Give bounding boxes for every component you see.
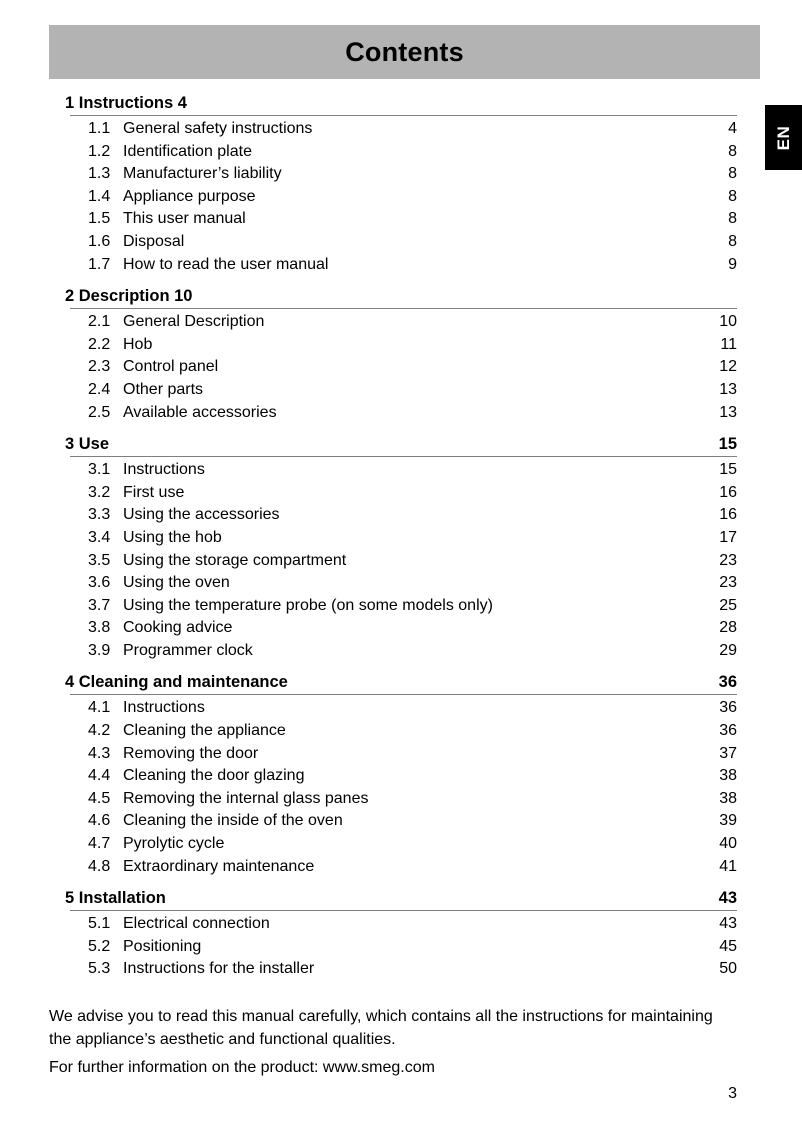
toc-entry-page: 36: [719, 699, 737, 717]
toc-entry-page: 25: [719, 596, 737, 614]
toc-entry-label: Programmer clock: [123, 641, 253, 659]
contents-header-band: [49, 25, 760, 79]
toc-entry-label: Pyrolytic cycle: [123, 835, 225, 853]
toc-entry-page: 36: [719, 722, 737, 740]
toc-entry-number: 5.1: [88, 915, 111, 933]
toc-entry-page: 16: [719, 483, 737, 501]
toc-entry[interactable]: [88, 856, 737, 879]
toc-chapter-title: 5 Installation: [65, 889, 166, 908]
toc-entry-page: 38: [719, 767, 737, 785]
toc-entry-label: Manufacturer’s liability: [123, 165, 282, 183]
toc-entry[interactable]: [88, 118, 737, 141]
toc-entry-number: 4.3: [88, 744, 111, 762]
toc-entry-page: 15: [719, 461, 737, 479]
toc-chapter-title: 4 Cleaning and maintenance: [65, 673, 288, 692]
toc-entry-number: 3.3: [88, 506, 111, 524]
toc-entry[interactable]: [88, 482, 737, 505]
toc-entry[interactable]: [88, 504, 737, 527]
toc-entry-page: 8: [728, 142, 737, 160]
toc-entry-number: 1.2: [88, 142, 111, 160]
toc-entry-label: Extraordinary maintenance: [123, 857, 315, 875]
toc-entry[interactable]: [88, 640, 737, 663]
toc-entry[interactable]: [88, 765, 737, 788]
toc-entry-page: 13: [719, 403, 737, 421]
toc-entry-page: 17: [719, 528, 737, 546]
toc-entry[interactable]: [88, 231, 737, 254]
toc-entry-number: 4.6: [88, 812, 111, 830]
toc-chapter-rule: [70, 456, 737, 457]
toc-entry[interactable]: [88, 833, 737, 856]
toc-entry-page: 10: [719, 313, 737, 331]
toc-entry-label: Disposal: [123, 232, 185, 250]
page-title: Contents: [345, 36, 464, 67]
toc-entry[interactable]: [88, 936, 737, 959]
toc-entry[interactable]: [88, 334, 737, 357]
toc-entry[interactable]: [88, 595, 737, 618]
toc-entry-list: [0, 311, 802, 424]
toc-chapter-page: 43: [718, 889, 737, 908]
toc-chapter-page: 15: [718, 435, 737, 454]
toc-entry-number: 4.8: [88, 857, 111, 875]
toc-entry[interactable]: [88, 254, 737, 277]
toc-entry-label: Cooking advice: [123, 619, 233, 637]
toc-entry[interactable]: [88, 311, 737, 334]
toc-entry-number: 4.4: [88, 767, 111, 785]
toc-entry[interactable]: [88, 720, 737, 743]
toc-entry[interactable]: [88, 459, 737, 482]
toc-chapter: [0, 92, 802, 276]
toc-chapter-rule: [70, 115, 737, 116]
toc-entry-label: Using the hob: [123, 528, 222, 546]
toc-entry-label: First use: [123, 483, 185, 501]
toc-entry-label: General safety instructions: [123, 120, 313, 137]
toc-entry-number: 3.9: [88, 641, 111, 659]
toc-entry-label: Using the temperature probe (on some models only): [123, 596, 493, 614]
toc-entry-page: 28: [719, 619, 737, 637]
toc-entry-page: 43: [719, 915, 737, 933]
toc-chapter-page: 36: [718, 673, 737, 692]
toc-chapter-title: 2 Description 10: [65, 287, 193, 306]
toc-entry-number: 3.2: [88, 483, 111, 501]
toc-entry-page: 9: [728, 255, 737, 273]
language-tab-label: EN: [773, 125, 793, 150]
table-of-contents: [0, 92, 802, 981]
toc-chapter-title: 1 Instructions 4: [65, 94, 187, 112]
toc-entry-page: 38: [719, 789, 737, 807]
page-number: 3: [728, 1085, 737, 1102]
toc-entry-label: Other parts: [123, 380, 204, 398]
footer-paragraph-2: For further information on the product: www.smeg.com: [49, 1059, 435, 1076]
toc-entry-label: Cleaning the appliance: [123, 722, 286, 740]
toc-entry-list: [0, 697, 802, 878]
toc-entry-page: 50: [719, 960, 737, 978]
toc-entry-number: 5.2: [88, 937, 111, 955]
toc-entry-list: [0, 913, 802, 981]
toc-entry-number: 3.1: [88, 461, 111, 479]
toc-entry-label: Removing the door: [123, 744, 259, 762]
toc-entry-label: Instructions: [123, 699, 205, 717]
toc-entry-number: 1.5: [88, 210, 111, 228]
toc-entry[interactable]: [88, 697, 737, 720]
toc-chapter-heading[interactable]: [65, 671, 737, 694]
toc-entry-label: This user manual: [123, 210, 246, 228]
toc-entry-page: 8: [728, 210, 737, 228]
toc-chapter-heading[interactable]: [65, 285, 737, 308]
toc-entry[interactable]: [88, 527, 737, 550]
toc-entry-label: How to read the user manual: [123, 255, 329, 273]
toc-entry-number: 1.6: [88, 232, 111, 250]
toc-entry-number: 3.8: [88, 619, 111, 637]
toc-chapter-rule: [70, 910, 737, 911]
toc-entry-label: Using the oven: [123, 574, 230, 592]
toc-entry[interactable]: [88, 958, 737, 981]
toc-entry-page: 41: [719, 857, 737, 875]
toc-chapter: [0, 433, 802, 662]
toc-entry[interactable]: [88, 617, 737, 640]
toc-entry[interactable]: [88, 572, 737, 595]
toc-entry-label: General Description: [123, 313, 265, 331]
toc-entry-label: Identification plate: [123, 142, 252, 160]
toc-chapter: [0, 671, 802, 878]
toc-entry-number: 1.7: [88, 255, 111, 273]
toc-entry-number: 5.3: [88, 960, 111, 978]
toc-entry-label: Using the accessories: [123, 506, 280, 524]
toc-entry-number: 2.2: [88, 335, 111, 353]
toc-entry-label: Using the storage compartment: [123, 551, 347, 569]
toc-entry-number: 2.5: [88, 403, 111, 421]
toc-entry[interactable]: [88, 788, 737, 811]
toc-entry-number: 4.1: [88, 699, 111, 717]
toc-entry[interactable]: [88, 163, 737, 186]
toc-entry-page: 4: [728, 120, 737, 137]
toc-entry-label: Instructions for the installer: [123, 960, 315, 978]
toc-entry-label: Available accessories: [123, 403, 277, 421]
toc-chapter-heading[interactable]: [65, 433, 737, 456]
toc-entry-number: 3.5: [88, 551, 111, 569]
toc-entry-page: 29: [719, 641, 737, 659]
toc-entry-number: 1.3: [88, 165, 111, 183]
toc-entry[interactable]: [88, 810, 737, 833]
toc-entry-label: Cleaning the inside of the oven: [123, 812, 343, 830]
toc-entry-number: 1.1: [88, 120, 111, 137]
toc-entry-page: 11: [720, 335, 737, 353]
toc-entry-page: 8: [728, 187, 737, 205]
toc-entry-label: Removing the internal glass panes: [123, 789, 369, 807]
toc-entry[interactable]: [88, 186, 737, 209]
toc-entry[interactable]: [88, 141, 737, 164]
toc-chapter-heading[interactable]: [65, 92, 737, 115]
toc-entry-number: 4.7: [88, 835, 111, 853]
toc-entry-number: 2.1: [88, 313, 111, 331]
toc-entry[interactable]: [88, 402, 737, 425]
toc-entry-number: 4.2: [88, 722, 111, 740]
toc-entry[interactable]: [88, 379, 737, 402]
toc-entry-page: 37: [719, 744, 737, 762]
toc-entry-page: 8: [728, 165, 737, 183]
footer-note: [49, 1005, 729, 1079]
toc-entry-page: 13: [719, 380, 737, 398]
toc-entry-page: 16: [719, 506, 737, 524]
toc-entry-number: 2.4: [88, 380, 111, 398]
toc-entry-list: [0, 459, 802, 662]
toc-entry-number: 2.3: [88, 358, 111, 376]
toc-entry-list: [0, 118, 802, 276]
toc-entry-label: Cleaning the door glazing: [123, 767, 305, 785]
toc-chapter: [0, 887, 802, 981]
toc-entry-number: 3.4: [88, 528, 111, 546]
toc-entry-page: 23: [719, 551, 737, 569]
toc-entry[interactable]: [88, 913, 737, 936]
toc-entry[interactable]: [88, 208, 737, 231]
toc-entry-number: 1.4: [88, 187, 111, 205]
toc-entry-page: 39: [719, 812, 737, 830]
toc-entry-label: Electrical connection: [123, 915, 270, 933]
toc-entry-number: 4.5: [88, 789, 111, 807]
footer-paragraph-1: We advise you to read this manual carefully, which contains all the instructions for maintaining the appliance’s aesthetic and functional qualities.: [49, 1008, 713, 1048]
toc-entry[interactable]: [88, 550, 737, 573]
toc-chapter-rule: [70, 308, 737, 309]
toc-entry-page: 23: [719, 574, 737, 592]
toc-entry-page: 40: [719, 835, 737, 853]
toc-entry-label: Instructions: [123, 461, 205, 479]
toc-chapter-rule: [70, 694, 737, 695]
toc-entry-page: 8: [728, 232, 737, 250]
toc-entry-page: 45: [719, 937, 737, 955]
toc-entry-label: Appliance purpose: [123, 187, 256, 205]
toc-entry-number: 3.6: [88, 574, 111, 592]
toc-entry-page: 12: [719, 358, 737, 376]
toc-entry[interactable]: [88, 743, 737, 766]
toc-entry-number: 3.7: [88, 596, 111, 614]
toc-entry-label: Control panel: [123, 358, 219, 376]
toc-chapter-title: 3 Use: [65, 435, 110, 454]
toc-chapter-heading[interactable]: [65, 887, 737, 910]
toc-chapter: [0, 285, 802, 424]
toc-entry-label: Hob: [123, 335, 153, 353]
toc-entry[interactable]: [88, 356, 737, 379]
toc-entry-label: Positioning: [123, 937, 202, 955]
